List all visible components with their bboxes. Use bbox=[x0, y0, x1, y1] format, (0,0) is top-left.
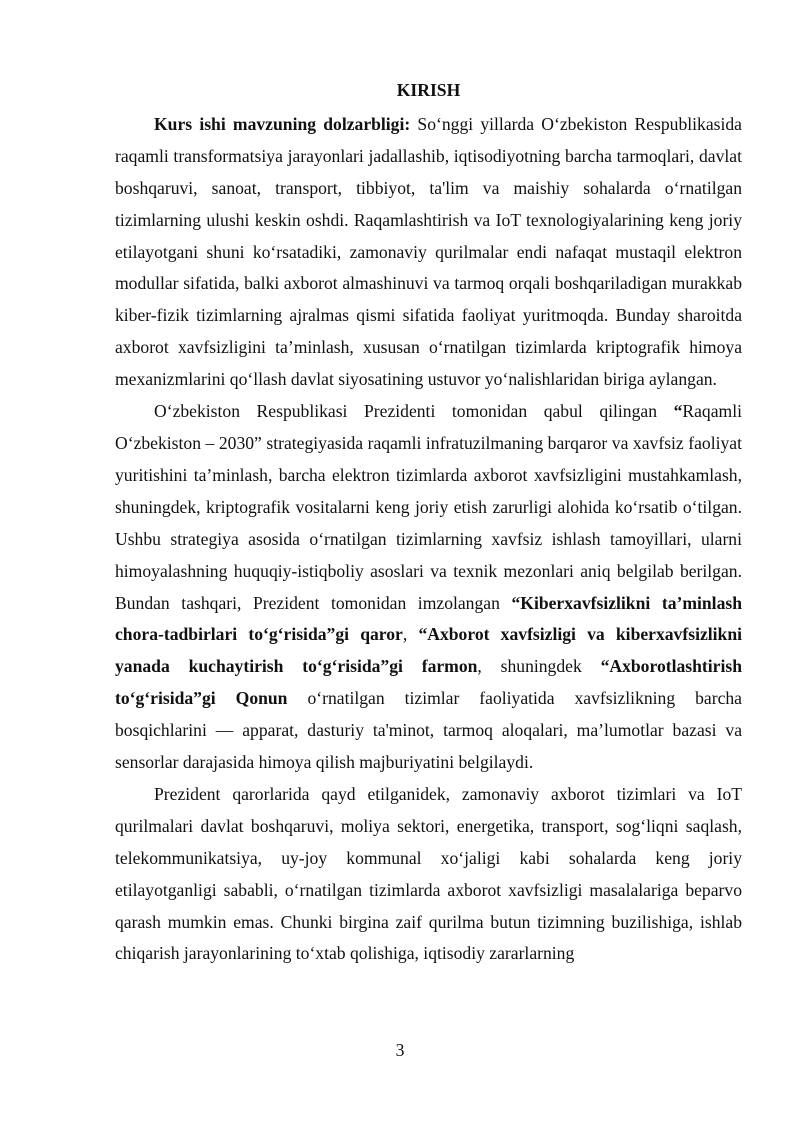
decree-title-cybersecurity: “Kiberxavfsizlikni ta’minlash chora-tadbirlari to‘g‘risida”gi qaror bbox=[115, 592, 743, 645]
page-number: 3 bbox=[395, 1040, 405, 1060]
decree-title-information-security: “Axborot xavfsizligi va kiberxavfsizlikni yanada kuchaytirish to‘g‘risida”gi farmon bbox=[115, 624, 742, 677]
section-title: KIRISH bbox=[396, 80, 461, 100]
paragraph-text: , shuningdek bbox=[477, 656, 601, 677]
law-title-informatization: “Axborotlashtirish to‘g‘risida”gi Qonun bbox=[115, 656, 742, 709]
paragraph-text: So‘nggi yillarda O‘zbekiston Respublikasida raqamli transformatsiya jarayonlari jadallashib, iqtisodiyotning barcha tarmoqlari, davlat boshqaruvi, sanoat, transport, tibbiyot, ta'lim va maishiy sohalarda o‘rnatilgan tizimlarning ulushi keskin oshdi. Raqamlashtirish va IoT texnologiyalarining keng joriy etilayotgani shuni ko‘rsatadiki, zamonaviy qurilmalar endi nafaqat mustaqil elektron modullar sifatida, balki axborot almashinuvi va tarmoq orqali boshqariladigan murakkab kiber-fizik tizimlarning ajralmas qismi sifatida faoliyat yuritmoqda. Bunday sharoitda axborot xavfsizligini ta’minlash, xususan o‘rnatilgan tizimlarda kriptografik himoya mexanizmlarini qo‘llash davlat siyosatining ustuvor yo‘nalishlaridan biriga aylangan. bbox=[115, 113, 742, 390]
paragraph-text: , bbox=[402, 624, 419, 645]
paragraph-text: Raqamli O‘zbekiston – 2030” strategiyasida raqamli infratuzilmaning barqaror va xavfsiz faoliyat yuritishini ta’minlash, barcha elektron tizimlarda axborot xavfsizligini mustahkamlash, shuningdek, kriptografik vositalarni keng joriy etish zarurligi alohida ko‘rsatib o‘tilgan. Ushbu strategiya asosida o‘rnatilgan tizimlarning xavfsiz ishlash tamoyillari, ularni himoyalashning huquqiy-istiqboliy asoslari va texnik mezonlari aniq belgilab berilgan. Bundan tashqari, Prezident tomonidan imzolangan bbox=[115, 401, 742, 613]
paragraph-strategy bbox=[115, 396, 742, 779]
bold-quote-mark: “ bbox=[673, 401, 683, 422]
paragraph-text: Prezident qarorlarida qayd etilganidek, zamonaviy axborot tizimlari va IoT qurilmalari davlat boshqaruvi, moliya sektori, energetika, transport, sog‘liqni saqlash, telekommunikatsiya, uy-joy kommunal xo‘jaligi kabi sohalarda keng joriy etilayotganligi sababli, o‘rnatilgan tizimlarda axborot xavfsizligi masalalariga beparvo qarash mumkin emas. Chunki birgina zaif qurilma butun tizimning buzilishiga, ishlab chiqarish jarayonlarining to‘xtab qolishiga, iqtisodiy zararlarning bbox=[115, 783, 742, 964]
paragraph-text: O‘zbekiston Respublikasi Prezidenti tomonidan qabul qilingan bbox=[154, 401, 674, 422]
paragraph-president-decisions bbox=[115, 779, 742, 970]
page-content bbox=[115, 75, 742, 970]
paragraph-lead: Kurs ishi mavzuning dolzarbligi: bbox=[154, 113, 411, 134]
paragraph-relevance bbox=[115, 109, 742, 396]
paragraph-text: o‘rnatilgan tizimlar faoliyatida xavfsizlikning barcha bosqichlarini — apparat, dasturiy ta'minot, tarmoq aloqalari, ma’lumotlar bazasi va sensorlar darajasida himoya qilish majburiyatini belgilaydi. bbox=[115, 688, 742, 773]
